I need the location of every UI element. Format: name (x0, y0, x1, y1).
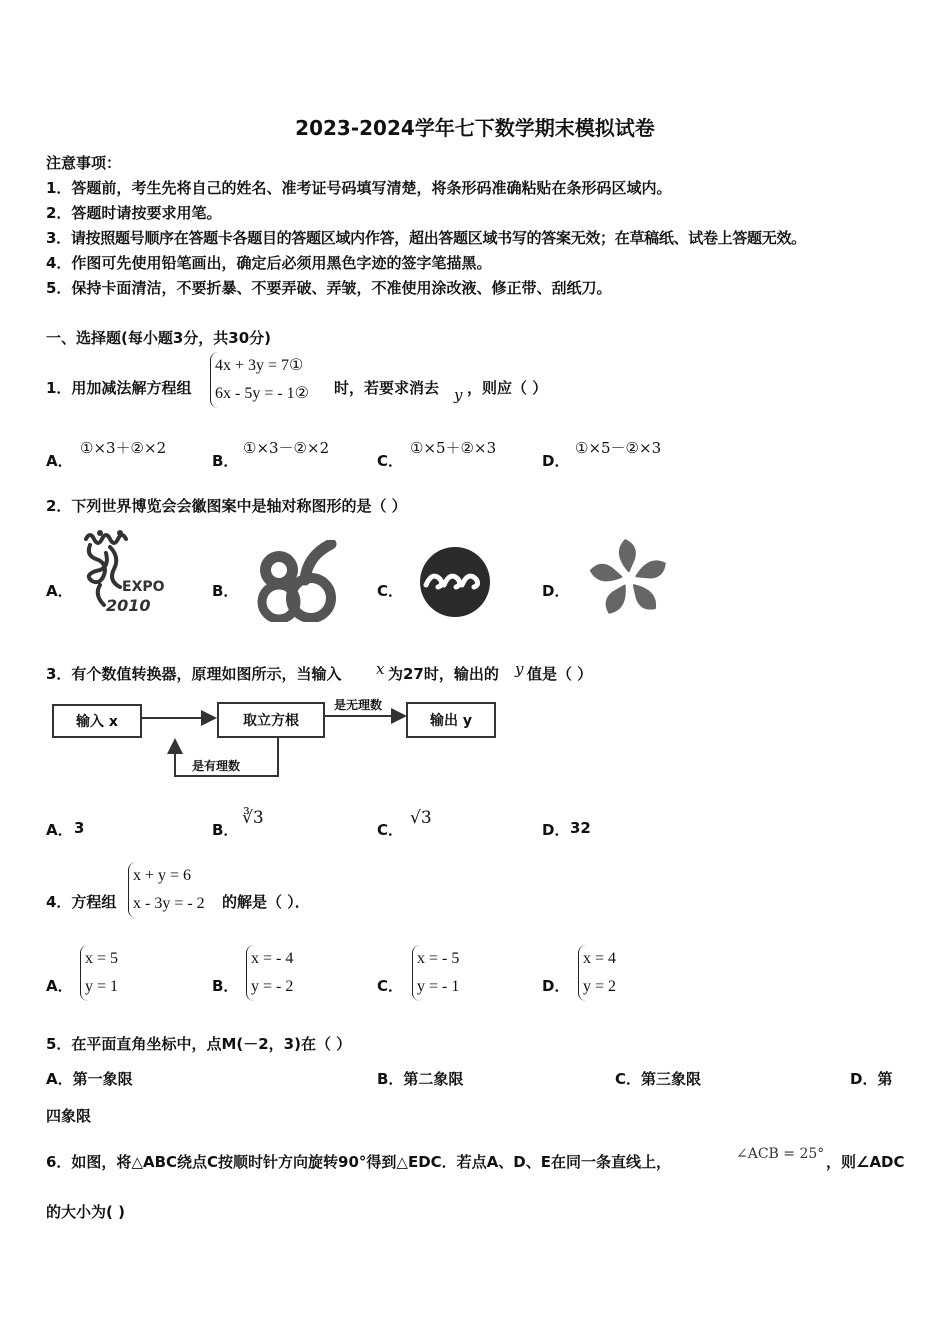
q5-option-d-wrap: 四象限 (46, 1107, 92, 1125)
q2-stem: 2．下列世界博览会会徽图案中是轴对称图形的是（ ） (46, 497, 407, 515)
notice-item: 2．答题时请按要求用笔。 (46, 204, 222, 222)
q1-eq2: 6x - 5y = - 1② (215, 385, 310, 402)
q1-var: y (454, 386, 463, 404)
q1-option-b-label[interactable]: B． (212, 452, 239, 470)
q3-stem-c: 值是（ ） (527, 665, 593, 683)
q1-end: ，则应（ ） (467, 379, 548, 397)
q5-option-b[interactable]: B．第二象限 (377, 1070, 464, 1088)
q4-option-c-line1: x = - 5 (417, 950, 460, 967)
q4-option-a-line1: x = 5 (85, 950, 119, 967)
q3-option-b-label[interactable]: B． (212, 821, 239, 839)
q3-option-c-label[interactable]: C． (377, 821, 404, 839)
q4-equation-system (128, 862, 205, 918)
q6-end: ，则∠ADC (826, 1153, 905, 1171)
flow-cube-root-box: 取立方根 (217, 702, 325, 738)
q6-angle: ∠ACB = 25° (736, 1146, 825, 1162)
q4-option-d-system (578, 945, 616, 1001)
expo-logo-a-icon (76, 527, 170, 617)
q1-equation-system (210, 352, 309, 408)
notice-heading: 注意事项： (46, 154, 122, 172)
q3-option-c-text: √3 (410, 808, 432, 828)
flow-input-box: 输入 x (52, 704, 142, 738)
q1-option-d-label[interactable]: D． (542, 452, 570, 470)
q2-option-a-label[interactable]: A． (46, 582, 73, 600)
notice-item: 3．请按照题号顺序在答题卡各题目的答题区域内作答，超出答题区域书写的答案无效；在草稿纸、试卷上答题无效。 (46, 229, 806, 247)
q4-option-b-line1: x = - 4 (251, 950, 294, 967)
q4-option-c-line2: y = - 1 (417, 978, 460, 995)
flow-label-irrational: 是无理数 (334, 698, 383, 712)
q3-option-d-label[interactable]: D． (542, 821, 570, 839)
q1-option-d-text: ①×5－②×3 (575, 439, 662, 457)
q4-option-d-line1: x = 4 (583, 950, 617, 967)
q4-prefix: 4．方程组 (46, 893, 117, 911)
q2-option-c-label[interactable]: C． (377, 582, 404, 600)
q4-eq1: x + y = 6 (133, 867, 192, 884)
q5-stem: 5．在平面直角坐标中，点M(－2，3)在（ ） (46, 1035, 352, 1053)
notice-item: 4．作图可先使用铅笔画出，确定后必须用黑色字迹的签字笔描黑。 (46, 254, 492, 272)
notice-item: 5．保持卡面清洁，不要折暴、不要弄破、弄皱，不准使用涂改液、修正带、刮纸刀。 (46, 279, 612, 297)
q1-option-c-label[interactable]: C． (377, 452, 404, 470)
expo-logo-b-icon (255, 540, 339, 622)
q6-line2: 的大小为( ) (46, 1203, 125, 1221)
q1-option-a-text: ①×3＋②×2 (80, 439, 167, 457)
q4-option-a-label[interactable]: A． (46, 977, 73, 995)
q4-option-b-system (246, 945, 293, 1001)
section-heading: 一、选择题(每小题3分，共30分) (46, 329, 272, 347)
q4-option-d-line2: y = 2 (583, 978, 617, 995)
q4-eq2: x - 3y = - 2 (133, 895, 205, 912)
q3-option-a-text: 3 (74, 819, 85, 837)
q4-option-d-label[interactable]: D． (542, 977, 570, 995)
expo-logo-c-icon (418, 545, 492, 619)
flow-output-box: 输出 y (406, 702, 496, 738)
expo-logo-text: EXPO (122, 579, 165, 595)
q3-stem-a: 3．有个数值转换器，原理如图所示，当输入 (46, 665, 342, 683)
q4-option-b-label[interactable]: B． (212, 977, 239, 995)
q4-suffix: 的解是（ ）． (222, 893, 310, 911)
q1-suffix: 时，若要求消去 (334, 379, 440, 397)
q1-option-a-label[interactable]: A． (46, 452, 73, 470)
expo-logo-year: 2010 (106, 596, 151, 615)
q4-option-a-system (80, 945, 118, 1001)
q4-option-b-line2: y = - 2 (251, 978, 294, 995)
q3-option-d-text: 32 (570, 819, 591, 837)
q5-option-c[interactable]: C．第三象限 (615, 1070, 702, 1088)
q1-eq1: 4x + 3y = 7① (215, 357, 304, 374)
page-title: 2023-2024学年七下数学期末模拟试卷 (295, 116, 655, 140)
q4-option-c-system (412, 945, 459, 1001)
notice-item: 1．答题前，考生先将自己的姓名、准考证号码填写清楚，将条形码准确粘贴在条形码区域内。 (46, 179, 672, 197)
q4-option-a-line2: y = 1 (85, 978, 119, 995)
q4-option-c-label[interactable]: C． (377, 977, 404, 995)
q3-y: y (515, 660, 524, 678)
q1-option-b-text: ①×3－②×2 (243, 439, 330, 457)
q3-stem-b: 为27时，输出的 (388, 665, 499, 683)
q3-option-b-text: ∛3 (242, 808, 264, 828)
q5-option-d[interactable]: D．第 (850, 1070, 893, 1088)
q2-option-d-label[interactable]: D． (542, 582, 570, 600)
q1-prefix: 1．用加减法解方程组 (46, 379, 192, 397)
q1-option-c-text: ①×5＋②×3 (410, 439, 497, 457)
q6-stem: 6．如图，将△ABC绕点C按顺时针方向旋转90°得到△EDC．若点A、D、E在同一条直线上， (46, 1153, 671, 1171)
q2-option-b-label[interactable]: B． (212, 582, 239, 600)
flow-label-rational: 是有理数 (192, 759, 241, 773)
q3-x: x (376, 660, 385, 678)
q5-option-a[interactable]: A．第一象限 (46, 1070, 133, 1088)
q3-option-a-label[interactable]: A． (46, 821, 73, 839)
expo-logo-d-icon (588, 538, 670, 620)
